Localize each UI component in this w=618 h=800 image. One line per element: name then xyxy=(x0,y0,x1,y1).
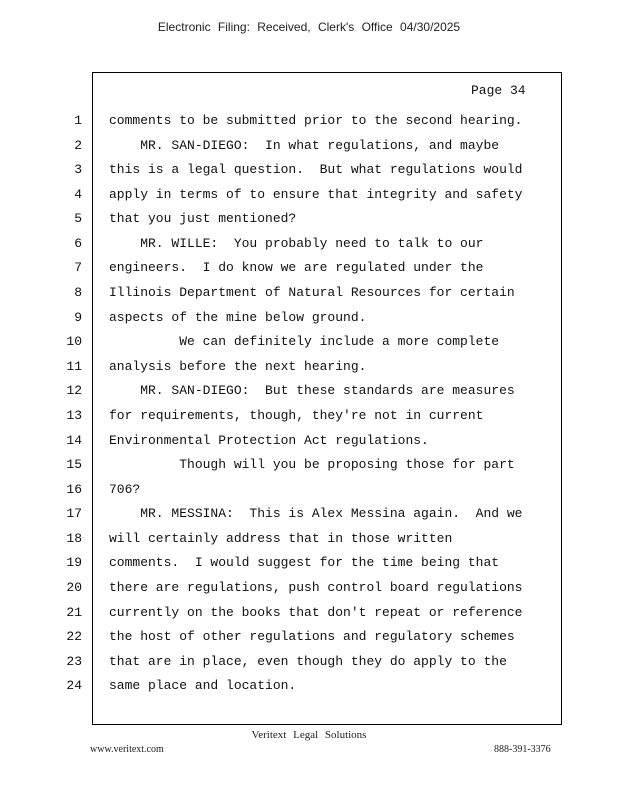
line-number: 20 xyxy=(66,580,82,595)
line-number: 3 xyxy=(74,162,82,177)
line-number: 13 xyxy=(66,408,82,423)
transcript-line: this is a legal question. But what regulations would xyxy=(109,162,523,177)
line-number: 8 xyxy=(74,285,82,300)
line-number: 22 xyxy=(66,629,82,644)
transcript-line: there are regulations, push control board regulations xyxy=(109,580,523,595)
transcript-line: the host of other regulations and regulatory schemes xyxy=(109,629,515,644)
line-number: 11 xyxy=(66,359,82,374)
transcript-line: Environmental Protection Act regulations. xyxy=(109,433,429,448)
line-number: 9 xyxy=(74,310,82,325)
transcript-line: same place and location. xyxy=(109,678,297,693)
line-number: 4 xyxy=(74,187,82,202)
line-number: 16 xyxy=(66,482,82,497)
transcript-line: analysis before the next hearing. xyxy=(109,359,367,374)
transcript-line: for requirements, though, they're not in current xyxy=(109,408,484,423)
line-number: 5 xyxy=(74,211,82,226)
transcript-line: MR. SAN-DIEGO: But these standards are measures xyxy=(109,383,515,398)
line-number: 18 xyxy=(66,531,82,546)
line-number: 23 xyxy=(66,654,82,669)
transcript-line: MR. MESSINA: This is Alex Messina again. And we xyxy=(109,506,523,521)
line-number: 24 xyxy=(66,678,82,693)
transcript-line: MR. WILLE: You probably need to talk to our xyxy=(109,236,484,251)
transcript-line: that you just mentioned? xyxy=(109,211,297,226)
line-number: 21 xyxy=(66,605,82,620)
line-number: 14 xyxy=(66,433,82,448)
line-number: 10 xyxy=(66,334,82,349)
line-number: 15 xyxy=(66,457,82,472)
line-number: 17 xyxy=(66,506,82,521)
transcript-line: that are in place, even though they do apply to the xyxy=(109,654,507,669)
filing-stamp-header: Electronic Filing: Received, Clerk's Office 04/30/2025 xyxy=(157,20,461,34)
transcript-line: Illinois Department of Natural Resources for certain xyxy=(109,285,515,300)
transcript-line: Though will you be proposing those for part xyxy=(109,457,515,472)
transcript-line: aspects of the mine below ground. xyxy=(109,310,367,325)
line-number: 12 xyxy=(66,383,82,398)
line-number: 19 xyxy=(66,555,82,570)
line-number: 1 xyxy=(74,113,82,128)
page-number: Page 34 xyxy=(471,83,526,98)
transcript-line: currently on the books that don't repeat or reference xyxy=(109,605,523,620)
transcript-line: will certainly address that in those written xyxy=(109,531,453,546)
transcript-line: engineers. I do know we are regulated under the xyxy=(109,260,484,275)
line-number: 6 xyxy=(74,236,82,251)
transcript-line: comments. I would suggest for the time being that xyxy=(109,555,500,570)
transcript-line: apply in terms of to ensure that integrity and safety xyxy=(109,187,523,202)
transcript-line: We can definitely include a more complete xyxy=(109,334,500,349)
transcript-line: 706? xyxy=(109,482,141,497)
line-number: 7 xyxy=(74,260,82,275)
transcript-line: comments to be submitted prior to the second hearing. xyxy=(109,113,523,128)
footer-phone: 888-391-3376 xyxy=(494,744,551,755)
line-number: 2 xyxy=(74,138,82,153)
footer-website: www.veritext.com xyxy=(90,744,164,755)
footer-company: Veritext Legal Solutions xyxy=(251,729,367,741)
transcript-line: MR. SAN-DIEGO: In what regulations, and maybe xyxy=(109,138,500,153)
